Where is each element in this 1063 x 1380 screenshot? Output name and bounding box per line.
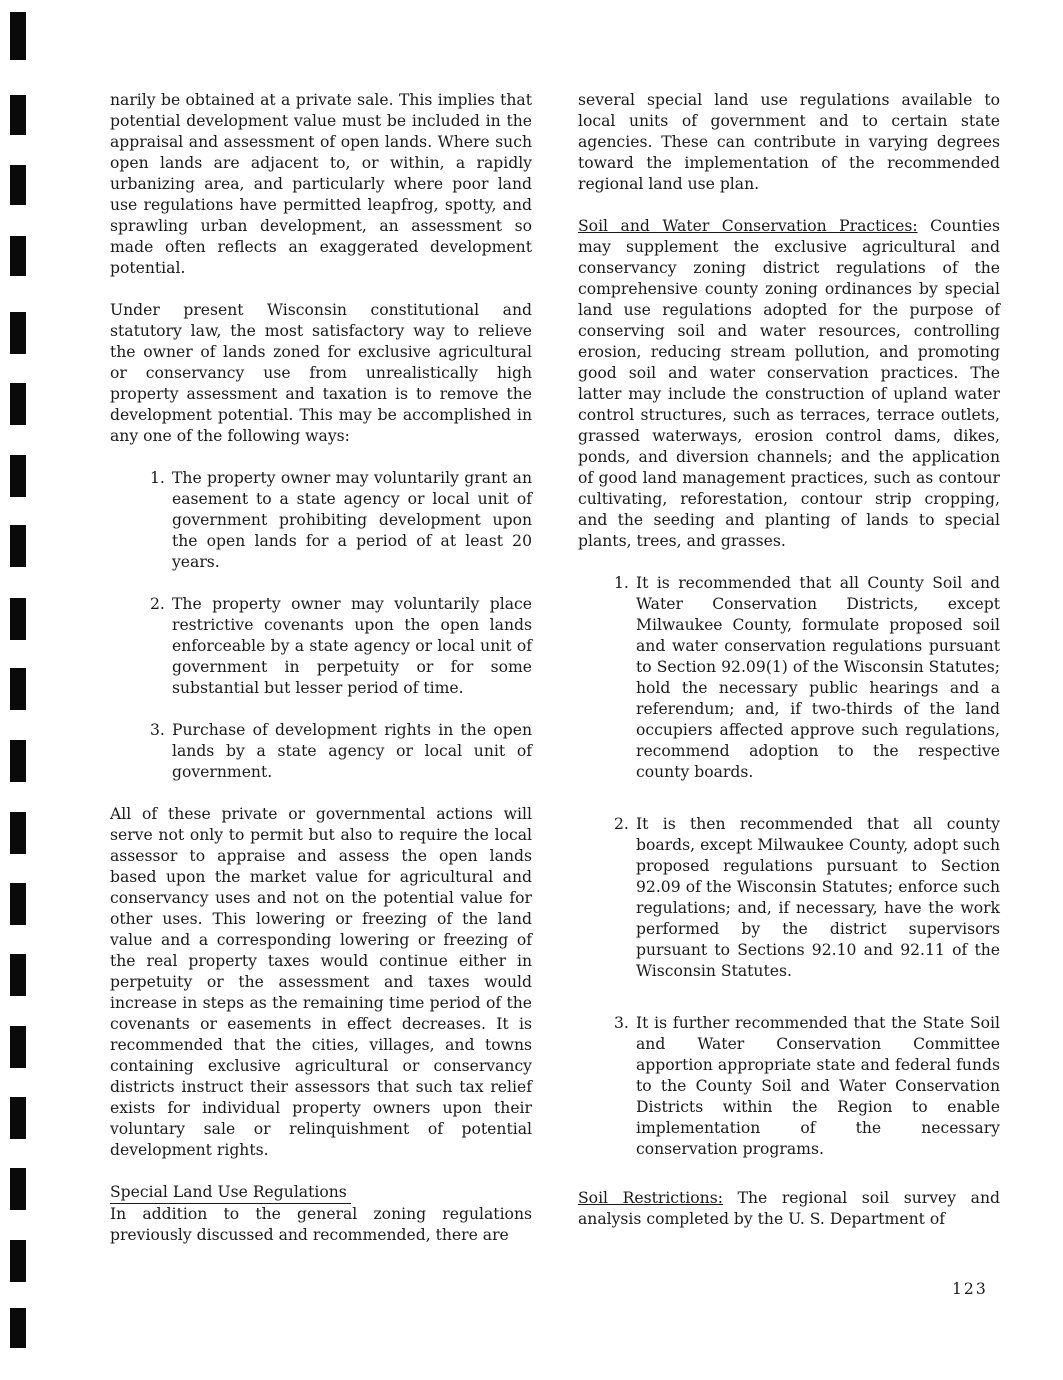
binding-hole (10, 236, 26, 276)
list-text: It is then recommended that all county boards, except Milwaukee County, adopt such proposed regulations pursuant to Section 92.09 of the Wisconsin Statutes; enforce such regulations; and, if necessary, have the work performed by the district supervisors pursuant to Sections 92.10 and 92.11 of the Wisconsin Statutes. (636, 815, 1000, 980)
binding-hole (10, 1168, 26, 1210)
binding-hole (10, 12, 26, 60)
numbered-list (150, 468, 532, 783)
list-number: 1. (150, 469, 165, 487)
list-text: Purchase of development rights in the open lands by a state agency or local unit of government. (172, 721, 532, 781)
binding-hole (10, 812, 26, 854)
binding-hole (10, 1308, 26, 1348)
paragraph: narily be obtained at a private sale. This implies that potential development value must be included in the appraisal and assessment of open lands. Where such open lands are adjacent to, or within, a rapidly urbanizing area, and particularly where poor land use regulations have permitted leapfrog, spotty, and sprawling urban development, an assessment so made often reflects an exaggerated development potential. (110, 91, 532, 277)
binding-hole (10, 95, 26, 135)
binding-hole (10, 883, 26, 925)
list-number: 2. (614, 815, 629, 833)
list-item (614, 573, 1000, 783)
list-text: The property owner may voluntarily grant an easement to a state agency or local unit of government prohibiting development upon the open lands for a period of at least 20 years. (172, 469, 532, 571)
paragraph: All of these private or governmental actions will serve not only to permit but also to require the local assessor to appraise and assess the open lands based upon the market value for agricultural and conservancy uses and not on the potential value for other uses. This lowering or freezing of the land value and a corresponding lowering or freezing of the real property taxes would continue either in perpetuity or the assessment and taxes would increase in steps as the remaining time period of the covenants or easements in effect decreases. It is recommended that the cities, villages, and towns containing exclusive agricultural or conservancy districts instruct their assessors that such tax relief exists for individual property owners upon their voluntary sale or relinquishment of potential development rights. (110, 805, 532, 1159)
paragraph: Under present Wisconsin constitutional and statutory law, the most satisfactory way to relieve the owner of lands zoned for exclusive agricultural or conservancy use from unrealistically high property assessment and taxation is to remove the development potential. This may be accomplished in any one of the following ways: (110, 301, 532, 445)
paragraph-body: The regional soil survey and analysis completed by the U. S. Department of (578, 1189, 1000, 1228)
paragraph: several special land use regulations available to local units of government and to certain state agencies. These can contribute in varying degrees toward the implementation of the recommended regional land use plan. (578, 91, 1000, 193)
binding-hole (10, 383, 26, 425)
list-number: 1. (614, 574, 629, 592)
section-heading (110, 1182, 532, 1204)
list-text: It is further recommended that the State Soil and Water Conservation Committee apportion appropriate state and federal funds to the County Soil and Water Conservation Districts within the Region to enable implementation of the necessary conservation programs. (636, 1014, 1000, 1158)
list-item (614, 1013, 1000, 1160)
paragraph: In addition to the general zoning regulations previously discussed and recommended, there are (110, 1205, 532, 1244)
list-text: It is recommended that all County Soil and Water Conservation Districts, except Milwaukee County, formulate proposed soil and water conservation regulations pursuant to Section 92.09(1) of the Wisconsin Statutes; hold the necessary public hearings and a referendum; and, if two-thirds of the land occupiers affected approve such regulations, recommend adoption to the respective county boards. (636, 574, 1000, 781)
list-item (614, 814, 1000, 982)
list-text: The property owner may voluntarily place restrictive covenants upon the open lands enforceable by a state agency or local unit of government in perpetuity or for some substantial but lesser period of time. (172, 595, 532, 697)
inline-heading: Soil Restrictions: (578, 1189, 723, 1207)
left-column (110, 90, 532, 1246)
binding-hole (10, 1097, 26, 1139)
list-number: 3. (150, 721, 165, 739)
binding-hole (10, 525, 26, 567)
paragraph (578, 216, 1000, 552)
list-number: 2. (150, 595, 165, 613)
binding-hole (10, 740, 26, 782)
binding-strip (10, 0, 30, 1380)
right-column (578, 90, 1000, 1230)
binding-hole (10, 455, 26, 497)
paragraph-body: Counties may supplement the exclusive agricultural and conservancy zoning district regulations of the comprehensive county zoning ordinances by special land use regulations adopted for the purpose of conserving soil and water resources, controlling erosion, reducing stream pollution, and promoting good soil and water conservation practices. The latter may include the construction of upland water control structures, such as terraces, terrace outlets, grassed waterways, erosion control dams, dikes, ponds, and diversion channels; and the application of good land management practices, such as contour cultivating, reforestation, contour strip cropping, and the seeding and planting of lands to special plants, trees, and grasses. (578, 217, 1000, 550)
binding-hole (10, 1026, 26, 1068)
binding-hole (10, 668, 26, 710)
binding-hole (10, 165, 26, 205)
binding-hole (10, 312, 26, 354)
list-item (150, 594, 532, 699)
page-number: 123 (952, 1280, 988, 1298)
binding-hole (10, 598, 26, 640)
list-item (150, 720, 532, 783)
list-item (150, 468, 532, 573)
numbered-list (614, 573, 1000, 1160)
heading-text: Special Land Use Regulations (110, 1182, 351, 1204)
paragraph (578, 1188, 1000, 1230)
binding-hole (10, 954, 26, 996)
inline-heading: Soil and Water Conservation Practices: (578, 217, 918, 235)
binding-hole (10, 1240, 26, 1282)
list-number: 3. (614, 1014, 629, 1032)
